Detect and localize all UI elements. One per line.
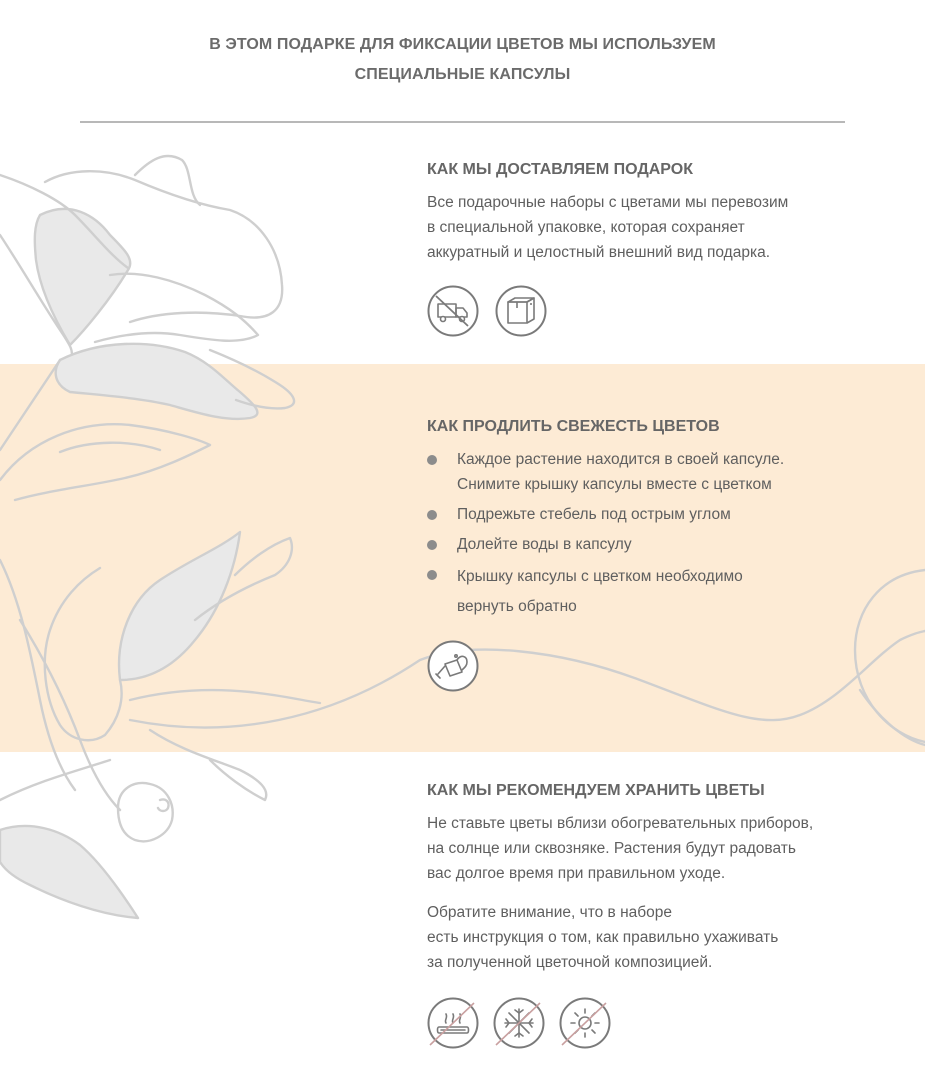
delivery-text-line: аккуратный и целостный внешний вид подарка. (427, 244, 771, 261)
watering-can-icon (427, 640, 479, 692)
petal-large-filled (35, 209, 130, 345)
storage-title: КАК МЫ РЕКОМЕНДУЕМ ХРАНИТЬ ЦВЕТЫ (427, 782, 765, 799)
freshness-section (427, 417, 897, 692)
storage-text-line: есть инструкция о том, как правильно ухаживать (427, 929, 779, 946)
freshness-title: КАК ПРОДЛИТЬ СВЕЖЕСТЬ ЦВЕТОВ (427, 418, 720, 435)
header-divider (80, 121, 845, 123)
list-item-line: Долейте воды в капсулу (457, 536, 632, 553)
leaf-outline-c (60, 443, 160, 452)
petal-lower-filled (56, 344, 258, 419)
bullet-dot (427, 510, 437, 520)
storage-icons (427, 997, 897, 1049)
storage-paragraph-2 (427, 900, 897, 975)
bullet-dot (427, 455, 437, 465)
header-line-1: В ЭТОМ ПОДАРКЕ ДЛЯ ФИКСАЦИИ ЦВЕТОВ МЫ ИСПОЛЬЗУЕМ (209, 36, 716, 53)
storage-paragraph-1 (427, 811, 897, 886)
storage-section (427, 781, 897, 1049)
delivery-text-line: в специальной упаковке, которая сохраняет (427, 219, 745, 236)
box-icon (495, 285, 547, 337)
stem-bottom (0, 760, 110, 800)
delivery-text (427, 190, 897, 265)
list-item (427, 447, 897, 497)
delivery-title: КАК МЫ ДОСТАВЛЯЕМ ПОДАРОК (427, 161, 693, 178)
no-frost-icon (493, 997, 545, 1049)
leaf-outline-b (0, 424, 210, 500)
list-item (427, 562, 897, 622)
delivery-icons (427, 285, 897, 337)
leaf-outline-mid (45, 568, 122, 740)
list-item-line: Крышку капсулы с цветком необходимо (457, 568, 743, 585)
no-heater-icon (427, 997, 479, 1049)
no-sun-icon (559, 997, 611, 1049)
delivery-text-line: Все подарочные наборы с цветами мы перевозим (427, 194, 789, 211)
wave-right (860, 690, 925, 745)
storage-text-line: Не ставьте цветы вблизи обогревательных приборов, (427, 815, 814, 832)
list-item-line: Каждое растение находится в своей капсуле. (457, 451, 785, 468)
petal-outline-3 (135, 156, 200, 205)
list-item-line: вернуть обратно (457, 598, 577, 615)
no-truck-icon (427, 285, 479, 337)
delivery-section (427, 160, 897, 337)
stem-1 (0, 560, 75, 790)
page-header (0, 30, 925, 90)
bullet-dot (427, 570, 437, 580)
storage-text-line: вас долгое время при правильном уходе. (427, 865, 726, 882)
leaf-filled-mid (119, 532, 240, 680)
bullet-dot (427, 540, 437, 550)
leaf-bottom-outline (150, 730, 266, 800)
berry-circle (118, 783, 173, 841)
storage-text-line: за полученной цветочной композицией. (427, 954, 713, 971)
header-line-2: СПЕЦИАЛЬНЫЕ КАПСУЛЫ (354, 66, 571, 83)
storage-text-line: на солнце или сквозняке. Растения будут радовать (427, 840, 796, 857)
list-item-line: Снимите крышку капсулы вместе с цветком (457, 476, 772, 493)
stem-3 (130, 690, 320, 703)
list-item-line: Подрежьте стебель под острым углом (457, 506, 731, 523)
leaf-bottom-filled (0, 826, 138, 918)
berry-dot (158, 799, 169, 811)
freshness-icons (427, 640, 897, 692)
petal-lower-outline (0, 360, 60, 450)
storage-text-line: Обратите внимание, что в наборе (427, 904, 673, 921)
list-item (427, 502, 897, 527)
list-item (427, 532, 897, 557)
freshness-list (427, 447, 897, 622)
